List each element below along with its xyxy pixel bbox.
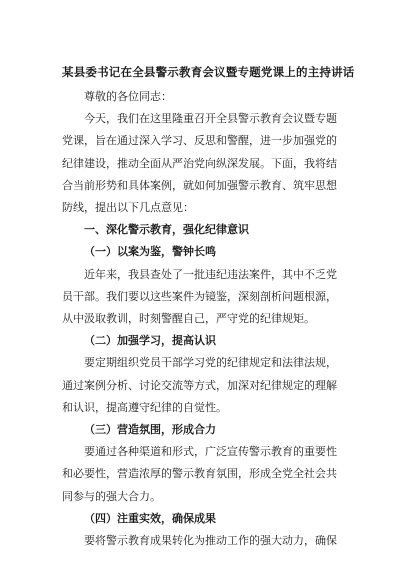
paragraph-line: 通过案例分析、讨论交流等方式，加深对纪律规定的理解 [62, 378, 337, 392]
paragraph-line: 要通过各种渠道和形式，广泛宣传警示教育的重要性 [84, 445, 337, 459]
subsection-heading: （一）以案为鉴，警钟长鸣 [84, 245, 216, 259]
subsection-paragraph [62, 530, 348, 552]
intro-line: 纪律建设，推动全面从严治党向纵深发展。下面，我将结 [62, 156, 337, 170]
intro-line: 今天，我们在这里隆重召开全县警示教育会议暨专题 [84, 112, 337, 126]
subsection-paragraph [62, 441, 348, 508]
paragraph-line: 从中汲取教训，时刻警醒自己，严守党的纪律规矩。 [62, 312, 315, 326]
subsection-heading: （四）注重实效，确保成果 [84, 511, 216, 525]
subsection-paragraph [62, 264, 348, 331]
intro-paragraph [62, 108, 348, 219]
document-title: 某县委书记在全县警示教育会议暨专题党课上的主持讲话 [62, 65, 355, 79]
paragraph-line: 同参与的强大合力。 [62, 489, 161, 503]
section-heading: 一、深化警示教育，强化纪律意识 [84, 223, 249, 237]
paragraph-line: 员干部。我们要以这些案件为镜鉴，深刻剖析问题根源， [62, 289, 337, 303]
document-body [62, 86, 348, 552]
greeting: 尊敬的各位同志： [84, 90, 172, 103]
subsection-heading: （二）加强学习，提高认识 [84, 334, 216, 348]
intro-line: 防线，提出以下几点意见： [62, 201, 194, 215]
paragraph-line: 要将警示教育成果转化为推动工作的强大动力，确保 [84, 534, 337, 548]
paragraph-line: 要定期组织党员干部学习党的纪律规定和法律法规， [84, 356, 337, 370]
intro-line: 党课，旨在通过深入学习、反思和警醒，进一步加强党的 [62, 134, 337, 148]
paragraph-line: 和必要性，营造浓厚的警示教育氛围，形成全党全社会共 [62, 467, 337, 481]
subsection-paragraph [62, 352, 348, 419]
subsection-heading: （三）营造氛围，形成合力 [84, 423, 216, 437]
paragraph-line: 近年来，我县查处了一批违纪违法案件，其中不乏党 [84, 267, 337, 281]
paragraph-line: 和认识，提高遵守纪律的自觉性。 [62, 400, 227, 414]
intro-line: 合当前形势和具体案例，就如何加强警示教育、筑牢思想 [62, 178, 337, 192]
